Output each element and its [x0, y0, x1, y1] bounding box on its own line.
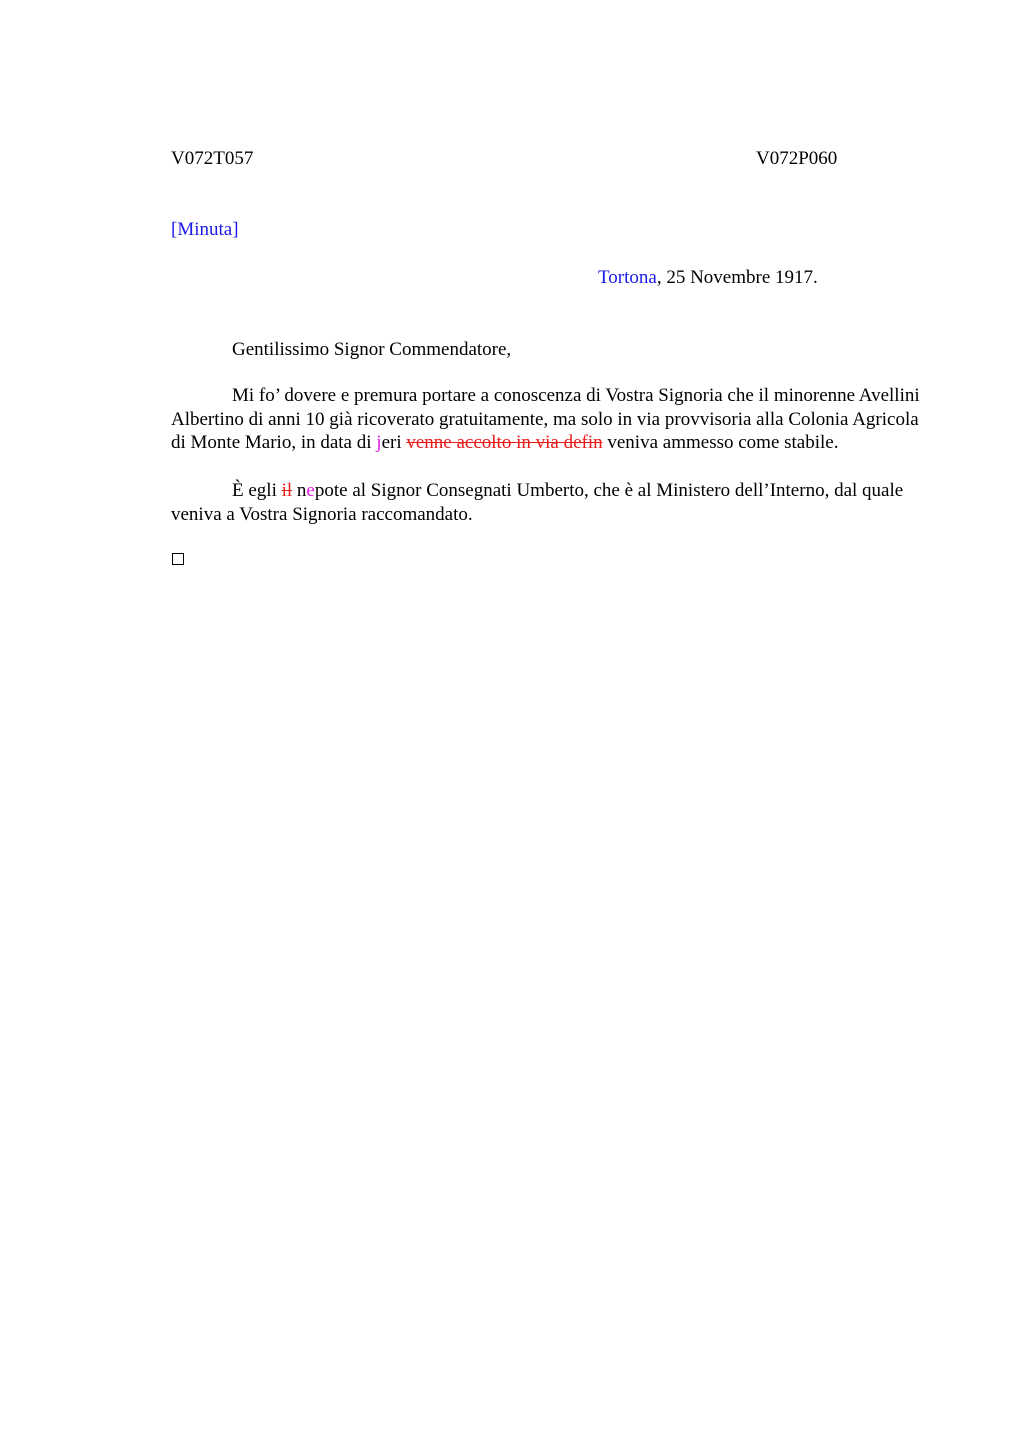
paragraph-1-text-c: veniva ammesso come stabile.	[602, 432, 839, 453]
document-code-right: V072P060	[756, 148, 838, 169]
document-code-left: V072T057	[171, 148, 254, 169]
dateline-date: , 25 Novembre 1917.	[656, 267, 818, 288]
paragraph-1-deletion: venne accolto in via defin	[406, 432, 603, 453]
dateline-place: Tortona	[598, 267, 657, 288]
paragraph-2-text-a: È egli	[232, 480, 282, 501]
letter-paragraph-1	[171, 384, 931, 455]
paragraph-2-text-c: pote al Signor Consegnati Umberto, che è al Ministero dell’Interno, dal quale veniva a Vostra Signoria raccomandato.	[171, 480, 904, 525]
paragraph-1-correction: j	[376, 432, 382, 453]
dateline	[598, 266, 818, 290]
paragraph-2-text-b: n	[292, 480, 307, 501]
salutation: Gentilissimo Signor Commendatore,	[232, 339, 512, 360]
letter-paragraph-2	[171, 479, 931, 526]
paragraph-1-text-a: Mi fo’ dovere e premura portare a conoscenza di Vostra Signoria che il minorenne Avellini Albertino di anni 10 già ricoverato gratuitamente, ma solo in via provvisoria alla Colonia Agricola di Monte Mario, in data di	[171, 385, 920, 453]
paragraph-2-deletion: il	[281, 480, 293, 501]
draft-label: [Minuta]	[171, 219, 239, 240]
paragraph-1-text-b: eri	[381, 432, 407, 453]
paragraph-2-correction: e	[306, 480, 315, 501]
end-marker-box-icon	[172, 553, 184, 565]
